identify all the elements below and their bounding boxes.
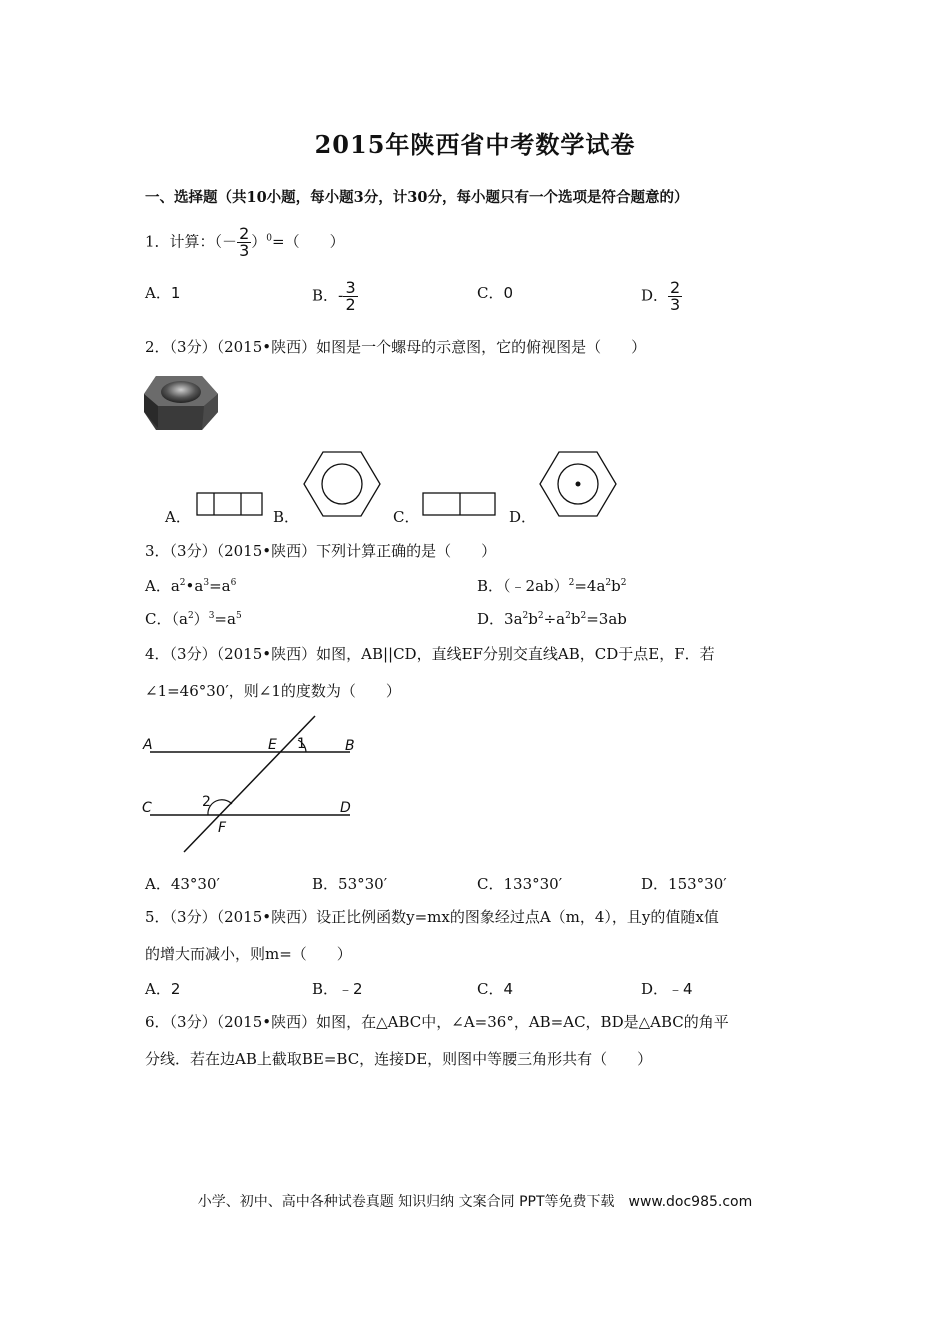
question-6-line-1: 6．（3分）（2015•陕西）如图，在△ABC中，∠A=36°，AB=AC，BD是△ABC的角平: [145, 1013, 729, 1031]
section-heading: 一、选择题（共10小题，每小题3分，计30分，每小题只有一个选项是符合题意的）: [145, 189, 689, 206]
q4-c-label: C．: [477, 875, 504, 893]
q3-option-d: [477, 608, 627, 629]
q3-d-sup1: 2: [522, 611, 529, 621]
q1-frac-num: 2: [239, 224, 250, 243]
q1-a-value: 1: [170, 284, 181, 302]
label-angle-2: 2: [202, 794, 211, 810]
q1-d-fraction: [668, 280, 682, 313]
q4-b-label: B．: [312, 875, 339, 893]
q3-a-sup2: 3: [203, 578, 210, 588]
q3-d-t2: b: [528, 610, 538, 628]
q3-b-sup1: 2: [568, 578, 575, 588]
q3-d-t1: 3a: [504, 610, 523, 628]
q3-option-b: [477, 575, 627, 596]
q3-b-sup2: 2: [605, 578, 612, 588]
question-4-line-2: ∠1=46°30′，则∠1的度数为（ ）: [145, 682, 401, 700]
q1-option-a: [145, 282, 180, 303]
q3-b-t3: b: [611, 577, 621, 595]
q1-fraction: [237, 226, 251, 259]
q1-prefix: 1．计算：（: [145, 232, 223, 251]
q1-minus: －: [222, 232, 238, 251]
q2-c-label: C．: [393, 508, 420, 526]
q5-option-a: [145, 978, 180, 999]
q3-a-t3: =a: [209, 577, 231, 595]
q4-a-label: A．: [145, 875, 171, 893]
q1-d-den: 3: [670, 295, 681, 314]
nut-image: [142, 372, 222, 432]
q2-b-label: B．: [273, 508, 300, 526]
q3-c-sup1: 2: [187, 611, 194, 621]
question-5-line-1: 5．（3分）（2015•陕西）设正比例函数y=mx的图象经过点A（m，4），且y的值随x值: [145, 908, 719, 926]
q3-b-label: B．: [477, 577, 504, 595]
question-2: 2．（3分）（2015•陕西）如图是一个螺母的示意图，它的俯视图是（ ）: [145, 338, 647, 356]
q3-d-t3: ÷a: [543, 610, 566, 628]
q1-b-minus: -: [338, 286, 344, 305]
q2-option-c-figure: [422, 492, 498, 518]
question-5-line-2: 的增大而减小，则m=（ ）: [145, 945, 352, 963]
q1-frac-den: 3: [239, 241, 250, 260]
q3-d-sup4: 2: [580, 611, 587, 621]
q2-option-d-figure: [539, 450, 619, 518]
q3-c-t2: ）: [193, 610, 209, 628]
q5-a-value: 2: [170, 980, 181, 998]
q3-d-sup3: 2: [565, 611, 571, 621]
q1-a-label: A．: [145, 284, 171, 302]
q3-a-sup3: 6: [230, 578, 237, 588]
q3-c-sup2: 3: [208, 611, 215, 621]
q1-paren-close: ）: [251, 232, 267, 251]
q1-option-d: [641, 280, 682, 313]
q5-b-label: B．: [312, 980, 339, 998]
q3-b-t2: =4a: [574, 577, 606, 595]
q3-c-t1: （a: [171, 610, 188, 628]
q5-b-value: ﹣2: [338, 980, 363, 998]
q1-c-label: C．: [477, 284, 504, 302]
question-4-line-1: 4．（3分）（2015•陕西）如图，AB||CD，直线EF分别交直线AB，CD于点E，F．若: [145, 645, 715, 663]
q3-c-label: C．: [145, 610, 172, 628]
q5-d-value: ﹣4: [668, 980, 693, 998]
q4-d-value: 153°30′: [668, 875, 727, 893]
q2-d-label: D．: [509, 508, 537, 526]
q2-option-b-figure: [303, 450, 383, 518]
page-footer: 小学、初中、高中各种试卷真题 知识归纳 文案合同 PPT等免费下载 www.doc985.com: [197, 1194, 753, 1210]
q1-d-num: 2: [670, 278, 681, 297]
q5-d-label: D．: [641, 980, 669, 998]
q4-option-d: [641, 873, 727, 894]
q3-d-t5: =3ab: [586, 610, 627, 628]
q3-c-sup3: 5: [235, 611, 242, 621]
label-a: A: [143, 737, 153, 753]
q4-option-c: [477, 873, 562, 894]
q1-exponent: 0: [266, 233, 272, 244]
q1-suffix: =（ ）: [272, 232, 345, 251]
q4-b-value: 53°30′: [338, 875, 388, 893]
q1-option-c: [477, 282, 513, 303]
q4-a-value: 43°30′: [170, 875, 220, 893]
q1-c-value: 0: [503, 284, 514, 302]
q3-d-t4: b: [570, 610, 581, 628]
question-1: [145, 226, 345, 259]
label-c: C: [142, 800, 152, 816]
q5-c-value: 4: [503, 980, 514, 998]
question-6-line-2: 分线．若在边AB上截取BE=BC，连接DE，则图中等腰三角形共有（ ）: [145, 1050, 653, 1068]
label-d: D: [340, 800, 351, 816]
q3-b-t1: （﹣2ab）: [503, 577, 569, 595]
label-angle-1: 1: [297, 736, 306, 752]
q1-b-label: B．: [312, 286, 339, 305]
q1-option-b: [312, 280, 358, 313]
q4-option-a: [145, 873, 220, 894]
q3-d-sup2: 2: [537, 611, 544, 621]
parallel-lines-diagram: [140, 710, 370, 860]
label-f: F: [218, 820, 227, 836]
q3-a-t1: a: [170, 577, 180, 595]
q5-c-label: C．: [477, 980, 504, 998]
q5-a-label: A．: [145, 980, 171, 998]
q1-b-fraction: [343, 280, 357, 313]
q3-a-label: A．: [145, 577, 171, 595]
q5-option-b: [312, 978, 363, 999]
q4-c-value: 133°30′: [503, 875, 563, 893]
question-3: 3．（3分）（2015•陕西）下列计算正确的是（ ）: [145, 542, 497, 560]
q3-option-c: [145, 608, 242, 629]
q4-option-b: [312, 873, 387, 894]
q2-a-label: A．: [165, 508, 191, 526]
q3-a-sup1: 2: [179, 578, 186, 588]
label-e: E: [268, 737, 277, 753]
q5-option-d: [641, 978, 693, 999]
q3-d-label: D．: [477, 610, 505, 628]
q3-b-sup3: 2: [620, 578, 627, 588]
q5-option-c: [477, 978, 513, 999]
q3-a-t2: •a: [185, 577, 204, 595]
q3-option-a: [145, 575, 236, 596]
q1-b-den: 2: [345, 295, 356, 314]
q1-d-label: D．: [641, 286, 669, 305]
q3-c-t3: =a: [214, 610, 236, 628]
q2-option-a-figure: [196, 492, 266, 518]
page-title: 2015年陕西省中考数学试卷: [314, 130, 636, 159]
label-b: B: [345, 738, 355, 754]
q1-b-num: 3: [345, 278, 356, 297]
q4-d-label: D．: [641, 875, 669, 893]
